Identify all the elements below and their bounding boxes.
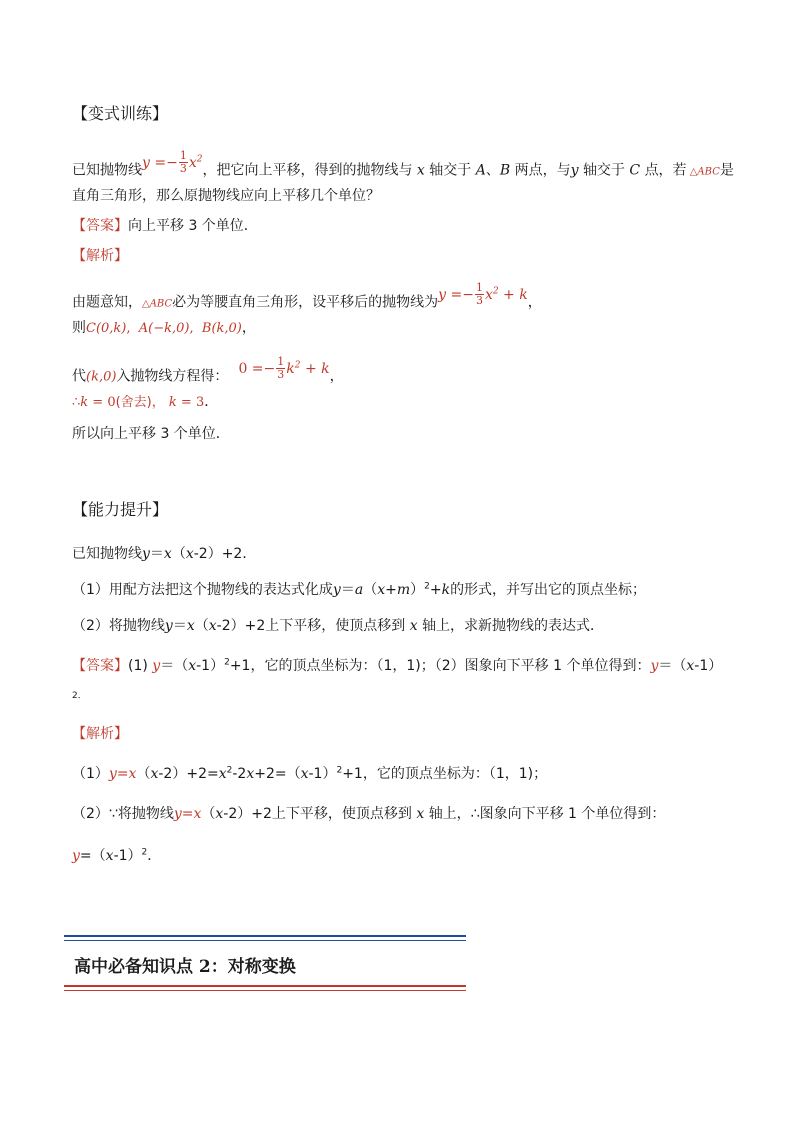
section-title: 高中必备知识点 2：对称变换 <box>74 957 296 977</box>
text: 必为等腰直角三角形，设平移后的抛物线为 <box>172 294 439 311</box>
text: 入抛物线方程得： <box>116 368 229 385</box>
analysis2-line-2: （2）∵将抛物线y=x（x-2）+2上下平移，使顶点移到 x 轴上，∴图象向下平移 1 个单位得到： <box>72 806 666 822</box>
analysis-line-2: 则C(0,k), A(−k,0), B(k,0)， <box>72 320 256 336</box>
text: 上下平移，使顶点移到 <box>271 806 412 822</box>
text: 则 <box>72 320 86 336</box>
heading-bianshi: 【变式训练】 <box>72 104 169 123</box>
answer-1 <box>72 216 258 236</box>
rule-blue <box>64 935 466 941</box>
text: (舍去) <box>115 395 152 410</box>
text: （1）用配方法把这个抛物线的表达式化成 <box>72 582 333 598</box>
text: ，它的顶点坐标为：（1，1)； <box>362 766 548 782</box>
text: 轴交于 <box>582 162 625 179</box>
analysis2-line-3: $y=(x-1)^2$． <box>72 847 162 864</box>
text: （2）∵将抛物线 <box>72 806 174 822</box>
formula-shifted: y =− $\frac{1}{3}$ $x^2 + k$ <box>438 281 528 307</box>
text: ，它的顶点坐标为：（1，1)；（2）图象向下平移 1 个单位得到： <box>250 658 651 674</box>
heading-nengli: 【能力提升】 <box>72 500 169 519</box>
text: 轴上，求新抛物线的表达式． <box>422 618 605 634</box>
formula-result: ∴k = 0 <box>72 395 116 410</box>
text: 两点，与 <box>514 162 571 179</box>
text: 点，若 <box>644 162 687 179</box>
analysis2-line-1: $(1)y=x(x-2)+2=x^2-2x+2=(x-1)^2+1$，它的顶点坐标为：（1，1)； <box>72 765 548 782</box>
text: 的形式，并写出它的顶点坐标； <box>450 582 647 598</box>
text: ，把它向上平移，得到的抛物线与 <box>202 162 413 179</box>
answer-text: 向上平移 3 个单位． <box>128 218 258 234</box>
analysis-line-3: 代(k,0)入抛物线方程得： 0 =− $\frac{1}{3}$ $k^2 + k$， <box>72 355 344 385</box>
text: 代 <box>72 368 86 385</box>
problem-line-1: 已知抛物线y =− $\frac{1}{3}$ $x^2$，把它向上平移，得到的抛物线与 x 轴交于 A、B 两点，与y 轴交于 C 点，若 △ABC是 <box>72 149 734 179</box>
analysis-tag-1: 【解析】 <box>72 248 128 264</box>
formula-sub: 0 =− $\frac{1}{3}$ $k^2 + k$ <box>238 355 330 381</box>
text: （2）将抛物线 <box>72 618 165 634</box>
problem2-line-1: 已知抛物线y＝x（x-2）+2． <box>72 546 257 562</box>
text: 由题意知， <box>72 294 142 311</box>
formula-points: C(0,k), A(−k,0), B(k,0) <box>86 321 242 336</box>
question-1: （1）用配方法把这个抛物线的表达式化成$y=a(x+m)^2+k$的形式，并写出它的顶点坐标； <box>72 581 647 598</box>
rule-red <box>64 985 466 991</box>
text: (1) <box>128 658 148 674</box>
text: 上下平移，使顶点移到 <box>265 618 406 634</box>
answer-2-exponent: 2． <box>72 691 87 701</box>
question-2: （2）将抛物线y＝x（x-2）+2上下平移，使顶点移到 x 轴上，求新抛物线的表达式． <box>72 618 605 634</box>
text: 已知抛物线 <box>72 546 142 562</box>
text: 已知抛物线 <box>72 162 142 179</box>
text: 轴交于 <box>429 162 472 179</box>
analysis-line-1: 由题意知，△ABC必为等腰直角三角形，设平移后的抛物线为y =− $\frac{1}{3}$ $x^2 + k$， <box>72 281 542 311</box>
analysis-line-4: ∴k = 0(舍去)， k = 3． <box>72 394 219 410</box>
problem-line-2: 直角三角形，那么原抛物线应向上平移几个单位？ <box>72 188 380 204</box>
text: 是 <box>719 162 734 179</box>
text: 轴上，∴图象向下平移 1 个单位得到： <box>428 806 666 822</box>
answer-tag: 【答案】 <box>72 658 128 674</box>
analysis-tag-2: 【解析】 <box>72 726 128 742</box>
answer-2: 【答案】(1) $y=(x-1)^2+1$，它的顶点坐标为：（1，1)；（2）图象向下平移 1 个单位得到：y＝（x-1） <box>72 657 723 674</box>
answer-tag: 【答案】 <box>72 218 128 234</box>
analysis-line-5: 所以向上平移 3 个单位． <box>72 426 230 442</box>
text: （1） <box>72 766 109 782</box>
formula-parabola: y =− $\frac{1}{3}$ $x^2$ <box>142 149 203 175</box>
